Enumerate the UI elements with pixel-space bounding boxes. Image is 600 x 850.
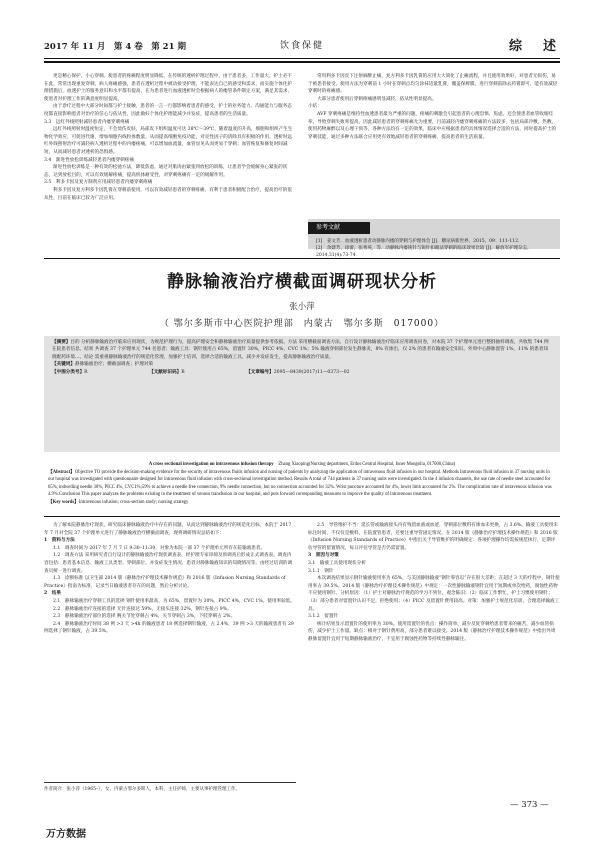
- keywords-label: 【关键词】: [52, 362, 75, 368]
- body-right-column: [308, 522, 560, 644]
- paragraph: 常用利多卡因皮下注射麻醉止痛，复方利多卡因乳膏的应用大大简化了止痛流程，并且使用效果好，对患者无损伤，易于被患者接受，使用方法为穿刺前 1 小时在穿刺点均匀涂抹适量乳膏，覆盖保鲜膜，进行穿刺前除去药膏即可，能有效减轻穿刺时的疼痛感。: [308, 74, 558, 95]
- paragraph: AVF 穿刺疼痛是维持性血透患者最为严重的问题，疼痛的刺激会引起患者的心理恐惧，焦虑，还会使患者血管收缩痉挛，导致穿刺失败率提高，因此减轻患者的穿刺疼痛尤为重要，目前减轻内瘘穿刺疼痛的方法较多，包括局部冷敷、热敷、使用药物麻醉以及心理干预等，各种方法均有一定的效果，临床中应根据患者的具体情况选择合适的方法，同时提高护士的穿刺技能，通过多种方法联合应用更有效地减轻患者的穿刺疼痛，提高患者的生活质量。: [308, 111, 557, 140]
- doc-code-value: B: [181, 369, 185, 375]
- paragraph: 大部分患者使用后穿刺疼痛感明显减轻，依从性明显提高。: [317, 96, 437, 102]
- subheading: 3.5 利多卡因及复方制剂应用减轻患者内瘘穿刺疼痛: [44, 180, 153, 186]
- english-author: Zhang Xiaoping(Nursing department, Erdos Central Hospital, Inner Mongolia, 017000,China): [278, 462, 456, 467]
- subheading: 3.3 远红外线照射减轻患者内瘘穿刺疼痛: [44, 119, 130, 125]
- english-keywords-label: 【Key words】: [48, 499, 79, 505]
- subheading: 3.1.1 钢针: [308, 568, 334, 574]
- paragraph: 本次调查结果显示钢针输液使用率为 65%，与美国静脉输液“钢针零容忍”存在很大差距；在超过 3 天的疗程中，钢针使用率占 39.5%。2014 版《静脉治疗护理技术操作规范》中规定：一次性静脉输液钢针宜用于短期或单次给药，腐蚀性药物不应使用钢针。分析原因：（1）护士对静脉治疗规范的学习不到位，观念陈旧；（2）临床工作繁忙，护士习惯使用钢针；（3）部分患者对留置针认识不足，拒绝使用；（4）PICC 及留置针费用较高。对策：加强护士规范化培训，合理选择输液工具。: [308, 576, 560, 612]
- subheading: 3.1.2 留置针: [308, 614, 339, 620]
- article-affiliation: （ 鄂尔多斯市中心医院护理部 内蒙古 鄂尔多斯 017000）: [159, 319, 445, 329]
- journal-name: 饮食保健: [279, 41, 324, 51]
- section-rule: [44, 258, 560, 259]
- issue-info: 2017 年 11 月 第 4 卷 第 21 期: [44, 42, 186, 52]
- english-abstract: [48, 461, 556, 506]
- references-list: [316, 238, 554, 259]
- english-title: A cross sectional investigation on intravenous infusion therapy: [148, 462, 274, 467]
- paragraph: 2.1 静脉输液治疗穿刺工具的选择 钢针使用率最高，为 65%，留置针为 30%，PICC 4%，CVC 1%，使用率较低。: [53, 598, 295, 604]
- english-keywords-line: [48, 499, 556, 507]
- paragraph: 更是精心保护，小心穿刺。使患者的疼痛程度明显降低。在传统的透析护理过程中，由于患者多，工作量大，护士必不在此，常常出现重复穿刺，病人疼痛感强，患者在透析过程中被动接受护理，不能表达自己的感受和需求，而实施个体化护理措施后，血透护士的服务意识和水平都有提高，在为患者进行血液透析时会根据病人的瘘管条件制定方案，满足其需求，使患者对护理工作的满意度明显提高。: [44, 74, 293, 102]
- doc-code-label: 【文献标识码】: [149, 369, 182, 375]
- clc-label: 【中图分类号】: [52, 369, 85, 375]
- abstract-paragraph: [52, 339, 552, 361]
- references-label: 参考文献: [308, 222, 370, 234]
- chinese-abstract: [52, 339, 552, 376]
- abstract-label: 【摘要】: [52, 340, 71, 345]
- english-abstract-text: Objective TO provide the decision-making evidence for the security of intravenous fluids infusion and nursing of patients by analyzing the application of intravenous fluid infusion in our hospital. Methods Intravenous fluid infusion in 37 nursing units in our hospital was investigated with questionnaire designed for intravenous fluid infusion with cross-sectional investigation method. Results A total of 744 patients in 37 nursing units were investigated. In the 4 infusion channels, the use rate of needle steel accounted for 65%, indwelling needle 30%, PICC 4%, CVC1%;59% to achieve a needle free connection, 9% needle connection, but no connection accounted for 32%. Wrist puncture accounted for 4%, lower limb accounted for 2%. The complication rate of intravenous infusion was 4.9%.Conclusion This paper analyzes the problems existing in the treatment of venous transfusion in our hospital, and puts forward corresponding measures to improve the quality of intravenous treatment.: [48, 469, 552, 497]
- heading: 1 资料与方法: [44, 538, 75, 544]
- paragraph: 统计结果显示留置针的使用率为 30%。使用留置针的优点：操作简单，减少反复穿刺给患者带来的痛苦，减少血管损伤，减少护士工作量。缺点：相对于钢针费用高，部分患者难以接受。2014 版《静脉治疗护理技术操作规范》中指出外周静脉留置针宜用于短期静脉输液治疗，不宜用于腐蚀性药物等持续性静脉输注。: [308, 621, 556, 642]
- author-footnote: 作者简介：张小萍（1965–），女，内蒙古鄂尔多斯人，本科，主任护师，主要从事护理管理工作。: [44, 782, 296, 793]
- article-title: 静脉输液治疗横截面调研现状分析: [167, 272, 437, 292]
- subheading: 3.4 渐进性放松训练减轻患者内瘘穿刺疼痛: [44, 157, 134, 163]
- english-title-line: [48, 461, 556, 469]
- previous-article-left-column: [44, 73, 296, 202]
- english-abstract-paragraph: [48, 469, 556, 499]
- paragraph: 2.2 静脉输液治疗连接的选择 无针连接达 59%，无接头连接 32%，钢针连接占 9%。: [53, 606, 232, 612]
- section-name: 综 述: [508, 39, 560, 54]
- english-keywords: Intravenous infusion; cross-section study; nursing strategy: [78, 499, 189, 505]
- abstract-rule: [44, 516, 560, 517]
- page-number: — 373 —: [510, 800, 549, 810]
- keywords-line: [52, 361, 552, 368]
- english-abstract-label: 【Abstract】: [48, 469, 75, 475]
- keywords-text: 静脉输液治疗；横截面调查；护理对策: [74, 362, 154, 368]
- heading: 3 原因与对策: [308, 553, 339, 559]
- body-left-column: [44, 522, 296, 636]
- classification-line: [52, 369, 552, 376]
- subheading: 3.1 输液工具使用现状分析: [308, 560, 366, 566]
- previous-article-right-column: [308, 73, 560, 141]
- heading: 2 结果: [44, 591, 61, 597]
- footer-band: [0, 812, 600, 850]
- paragraph: 2.4 静脉输液治疗时间 38 例 >3 天 >4h 的输液患者 18 例选择钢针输液，占 2.4%，39 例 >3 天的输液患者有 29 例选择了钢针输液，占 39.5%。: [44, 621, 294, 635]
- subheading: 小结：: [308, 104, 322, 110]
- paragraph: 2.3 静脉输液治疗部位的选择 腕关节处穿刺占 4%，关节穿刺占 3%，下肢穿刺占 2%。: [53, 614, 236, 620]
- paragraph: 1.2 调查方法 采用研究者自行设计的静脉输液治疗现状调查表，经护理专家审阅及预调查后形成正式调查表。调查内容包括：患者基本信息、输液工具类型、穿刺部位、并发症发生情况、患者对静脉输液知识的知晓情况等。由经过培训的调查员统一进行调查。: [44, 553, 293, 574]
- paragraph: 2.5 导管维护不当：延长管或输液接头内有残留血液或血迹，穿刺部位敷料有渗血未更换，占 3.6%。输液工具使用未标注时间，不仅仅是敷料，在院置管患者，还要注重导管固定情况。在 2014 版《静脉治疗护理技术操作规范》和 2016 版《Infusion Nursing Standards of Practice》中指出关于导管维护的明确规定：各项护理操作均需按规范执行，定期评估导管的留置情况，每日评估导管是否仍需留置。: [308, 523, 558, 551]
- header-rule: [44, 58, 560, 59]
- paragraph: 由于诊疗过程中大部分时间都与护士接触，患者的一言一行都影响着患者的感受，护士的业务能力、沟通能力与服务态度都直接影响患者对治疗的信心与依从性，因此做好个体化护理能减少并发症，提高患者的生活质量。: [44, 104, 292, 117]
- paragraph: 利多卡因及复方利多卡因乳膏在穿刺前使用，可以有效减轻患者的穿刺疼痛，有利于患者积极配合治疗，提高治疗的依从性，目前在临床已较为广泛应用。: [44, 187, 292, 201]
- paragraph: 渐进性放松训练是一种有效的松弛方法，降低焦虑，通过对肌肉由紧张到放松的训练，让患者学会缓解身心紧张的状态，达到放松目的，可以有效缓解疼痛，提高机体耐受性，对穿刺疼痛有一定的缓解作用。: [44, 165, 288, 178]
- reference-item: [1] 姜文芳．血液透析患者动静脉内瘘的穿刺与护理体会 [J]．糖尿病新世界，2015，09：111-112．: [316, 239, 523, 244]
- footer-brand: 万方数据: [46, 829, 86, 840]
- running-header: [44, 38, 560, 54]
- paragraph: 远红外线照射时温度恒定，不会烫伤皮肤，局部皮下组织温度可达 38℃～39℃。随着温度的升高，细胞和组织产生生物化学效应，可促进代谢，增加细胞内线粒体数量，从而提高细胞免疫功能，对炎性因子的清除具有积极的作用。透析时远红外线照射治疗可减轻病人透析过程中的内瘘疼痛，可以增加血流量，血管显见从而更易于穿刺；血管恢复和修复时间减短，从而减轻患者对透析的恐惧感。: [44, 127, 293, 155]
- article-id-value: 2095—8439(2017)11—0373—02: [273, 369, 350, 375]
- abstract-text: 目的 分析静脉输液治疗临床应用现状，为规范护理行为，提高护理安全和静脉输液治疗质量提供参考依据。方法 采用横截面调查方法，自行设计静脉输液治疗临床应用调查问卷，对本院 37 个护理单元进行整群抽样调查，共收集 744 例在院患者信息。结果 共调查 37 个护理单元 744 名患者；输液工具：钢针使用占 65%，留置针 30%，PICC 4%，CVC 1%；5% 输液穿刺部位发生静脉炎，8% 有渗出，仅 2% 的患者有输液安全知识，外周中心静脉置管 1%，11% 的患者知晓配药环境…。结论 需重视静脉输液治疗的规范化管理，加强护士培训，选择合适的输液工具，减少并发症发生，提高静脉输液治疗质量。: [52, 340, 549, 360]
- header-rule-thick: [44, 61, 560, 63]
- article-id-label: 【文章编号】: [246, 369, 274, 375]
- paragraph: 1.3 诊断标准 以卫生部 2014 版《静脉治疗护理技术操作规范》和 2016 版《Infusion Nursing Standards of Practice》指南为标准，记录当日输液患者存在的问题，然后分析讨论。: [44, 576, 286, 589]
- reference-item: [2] 余建芳，徐蕾，张秀英，等．动静脉内瘘钝针与锐针扣眼法穿刺的临床效果比较 [J]．解放军护理杂志，2014,31(4):73-74．: [316, 246, 532, 258]
- article-author: 张小萍: [289, 302, 315, 312]
- clc-value: R: [84, 369, 88, 375]
- paragraph: 1.1 调查时间为 2017 年 7 月 7 日 9:30–11:30，对象为本院一部 37 个护理单元所有在院输液患者。: [53, 545, 266, 551]
- paragraph: 为了解本院静脉治疗现状，研究临床静脉输液治疗中存在的问题，从而达到静脉输液治疗的规范化目标，本院于 2017 年 7 月对全院 37 个护理单元进行了静脉输液治疗横截面调查，现将调研情况总结如下：: [44, 523, 292, 536]
